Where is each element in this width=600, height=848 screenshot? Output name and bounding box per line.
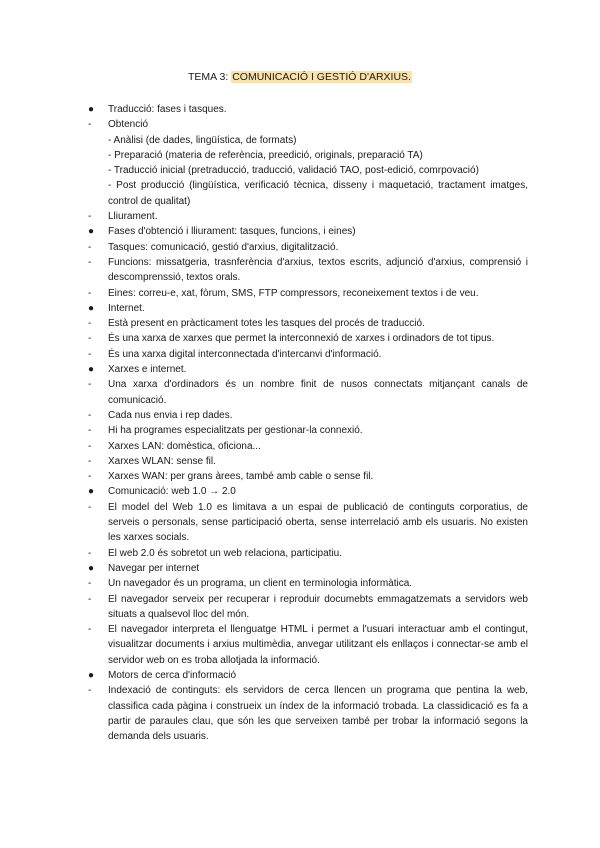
item-text: Xarxes WLAN: sense fil. — [108, 455, 216, 467]
item-text: Internet. — [108, 302, 145, 314]
item-text: Funcions: missatgeria, trasnferència d'arxius, textos escrits, adjunció d'arxius, comprensió i descomprenssió, textos orals. — [108, 256, 528, 284]
dash-item — [80, 240, 528, 255]
dash-marker: - — [88, 455, 92, 467]
document-body — [80, 102, 528, 744]
title-highlight: COMUNICACIÓ I GESTIÓ D'ARXIUS. — [232, 71, 411, 83]
dash-marker: - — [88, 379, 92, 391]
page-title — [0, 70, 600, 84]
dash-item — [80, 117, 528, 132]
dash-item — [80, 454, 528, 469]
item-text: Traducció: fases i tasques. — [108, 104, 227, 115]
dash-item — [80, 546, 528, 561]
dash-item — [80, 500, 528, 546]
item-text: El navegador interpreta el llenguatge HTML i permet a l'usuari interactuar amb el contingut, visualitzar documents i arxius multimèdia, anvegar utilitzant els enllaços i connectar-se amb el servidor web on es troba allotjada la informació. — [108, 624, 528, 666]
item-text: - Anàlisi (de dades, lingüística, de formats) — [108, 134, 297, 146]
item-text: Lliurament. — [108, 211, 158, 223]
dash-item — [80, 408, 528, 423]
dash-item — [80, 331, 528, 346]
dash-item — [80, 469, 528, 484]
dash-marker: - — [88, 211, 92, 223]
item-text: Xarxes WAN: per grans àrees, també amb cable o sense fil. — [108, 471, 374, 483]
dash-marker: - — [88, 471, 92, 483]
dash-marker: - — [88, 287, 92, 299]
bullet-marker: ● — [88, 486, 95, 498]
bullet-marker: ● — [88, 226, 95, 238]
item-text: Fases d'obtenció i lliurament: tasques, funcions, i eines) — [108, 226, 356, 238]
item-text: Està present en pràcticament totes les tasques del procés de traducció. — [108, 318, 425, 330]
bullet-item — [80, 301, 528, 316]
item-text: - Post producció (lingüística, verificació tècnica, disseny i maquetació, tractament imatges, control de qualitat) — [108, 180, 528, 207]
item-text: - Preparació (materia de referència, preedició, originals, preparació TA) — [108, 149, 423, 161]
item-text: Motors de cerca d'informació — [108, 669, 237, 681]
dash-item — [80, 347, 528, 362]
dash-marker: - — [88, 256, 92, 268]
item-text: Comunicació: web 1.0 → 2.0 — [108, 486, 236, 498]
item-text: És una xarxa digital interconnectada d'intercanvi d'informació. — [108, 348, 382, 360]
bullet-item — [80, 224, 528, 239]
dash-item — [80, 377, 528, 408]
dash-marker: - — [88, 241, 92, 253]
item-text: Xarxes LAN: domèstica, oficiona... — [108, 440, 261, 452]
dash-marker: - — [88, 547, 92, 559]
item-text: És una xarxa de xarxes que permet la interconnexió de xarxes i ordinadors de tot tipus. — [108, 333, 495, 345]
dash-item — [80, 622, 528, 668]
dash-item — [80, 439, 528, 454]
bullet-marker: ● — [88, 364, 95, 376]
item-text: Un navegador és un programa, un client en terminologia informàtica. — [108, 578, 413, 590]
bullet-marker: ● — [88, 669, 95, 681]
dash-marker: - — [88, 501, 92, 513]
dash-marker: - — [88, 333, 92, 345]
dash-item — [80, 209, 528, 224]
item-text: El web 2.0 és sobretot un web relaciona, participatiu. — [108, 547, 343, 559]
item-text: Xarxes e internet. — [108, 364, 187, 376]
sub-item — [80, 178, 528, 209]
bullet-item — [80, 668, 528, 683]
bullet-marker: ● — [88, 302, 95, 314]
item-text: Cada nus envia i rep dades. — [108, 409, 233, 421]
item-text: El navegador serveix per recuperar i reproduir documebts emmagatzemats a servidors web situats a qualsevol lloc del món. — [108, 593, 528, 620]
bullet-marker: ● — [88, 104, 95, 115]
dash-marker: - — [88, 425, 92, 437]
sub-item — [80, 163, 528, 178]
item-text: Tasques: comunicació, gestió d'arxius, digitalització. — [108, 241, 339, 253]
item-text: Hi ha programes especialitzats per gestionar-la connexió. — [108, 425, 363, 437]
dash-marker: - — [88, 593, 92, 605]
dash-marker: - — [88, 409, 92, 421]
dash-marker: - — [88, 578, 92, 590]
dash-item — [80, 316, 528, 331]
bullet-item — [80, 362, 528, 377]
item-text: El model del Web 1.0 es limitava a un espai de publicació de continguts corporatius, de serveis o personals, sense participació oberta, sense interrelació amb els usuaris. No existen les xarxes socials. — [108, 501, 528, 544]
dash-marker: - — [88, 318, 92, 330]
dash-marker: - — [88, 440, 92, 452]
sub-item — [80, 148, 528, 163]
item-text: Indexació de continguts: els servidors de cerca llencen un programa que pentina la web, classifica cada pàgina i construeix un índex de la informació trobada. La classidicació es fa a partir de paraules clau, que són les que serveixen també per trobar la informació segons la demanda dels usuaris. — [108, 685, 528, 743]
dash-item — [80, 255, 528, 286]
dash-marker: - — [88, 624, 92, 636]
dash-item — [80, 576, 528, 591]
bullet-item — [80, 102, 528, 117]
dash-marker: - — [88, 348, 92, 360]
sub-item — [80, 133, 528, 148]
dash-item — [80, 423, 528, 438]
dash-item — [80, 286, 528, 301]
dash-item — [80, 592, 528, 623]
dash-item — [80, 683, 528, 744]
bullet-item — [80, 561, 528, 576]
item-text: - Traducció inicial (pretraducció, traducció, validació TAO, post-edició, comrpovació) — [108, 165, 479, 177]
item-text: Navegar per internet — [108, 562, 200, 574]
item-text: Eines: correu-e, xat, fòrum, SMS, FTP compressors, reconeixement textos i de veu. — [108, 287, 479, 299]
title-prefix: TEMA 3: — [188, 71, 232, 83]
item-text: Obtenció — [108, 119, 149, 131]
item-text: Una xarxa d'ordinadors és un nombre finit de nusos connectats mitjançant canals de comunicació. — [108, 379, 528, 406]
bullet-marker: ● — [88, 562, 95, 574]
bullet-item — [80, 484, 528, 499]
dash-marker: - — [88, 685, 92, 697]
dash-marker: - — [88, 119, 92, 131]
